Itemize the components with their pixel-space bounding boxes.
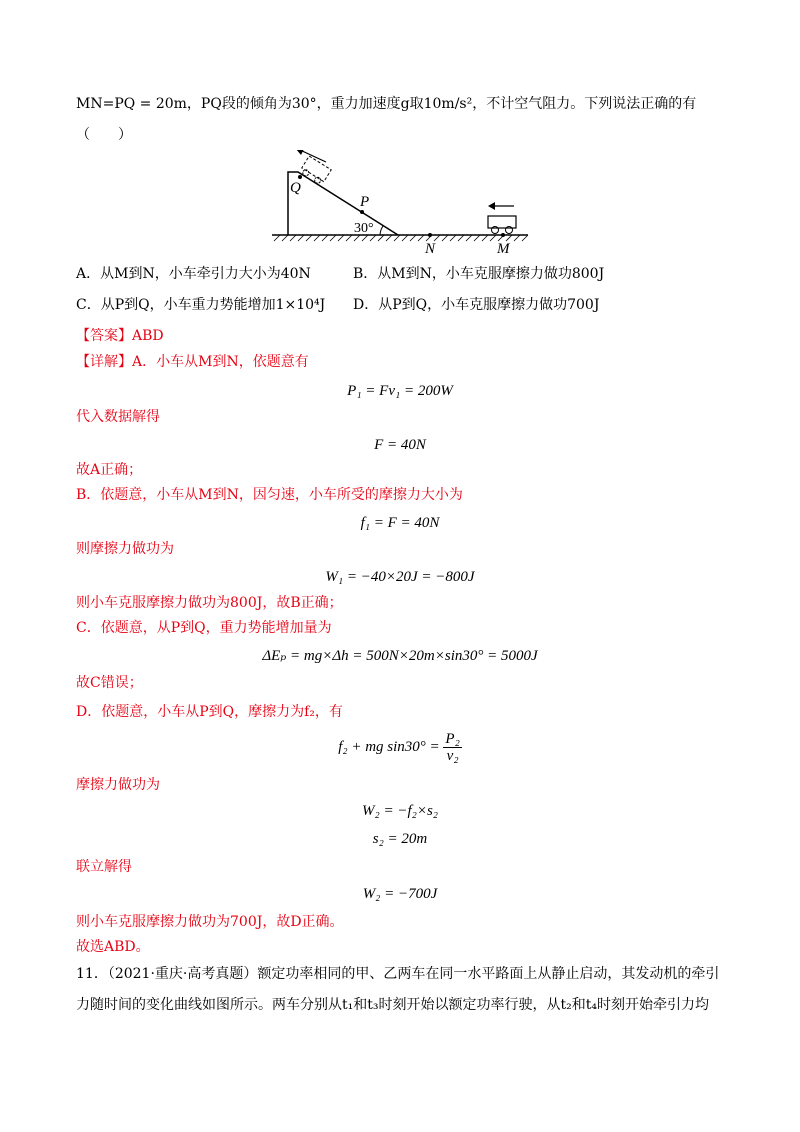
incline-arrow-icon [296,150,326,162]
equation-3: f₁ = F = 40N [360,515,440,531]
equation-9: W₂ = −700J [362,886,438,902]
label-N: N [425,241,436,257]
equation-4: W₁ = −40×20J = −800J [325,569,475,585]
next-question-line-1: 11．（2021·重庆·高考真题）额定功率相同的甲、乙两车在同一水平路面上从静止启动，其发动机的牵引 [76,966,720,982]
answer-label: 【答案】ABD [76,328,164,344]
B-work-text: 则摩擦力做功为 [76,541,174,557]
label-Q: Q [290,180,301,196]
equation-6-left: f₂ + mg sin30° = [338,739,440,755]
equation-1: P₁ = Fv₁ = 200W [347,383,453,399]
label-M: M [497,241,510,257]
incline-wedge [288,172,398,235]
conclusion-C: 故C错误； [76,675,143,691]
equation-6-denominator: v₂ [446,748,459,765]
incline-figure [270,150,530,260]
C-intro: C．依题意，从P到Q，重力势能增加量为 [76,620,332,636]
ground-hatching [274,235,528,241]
substitute-text-2: 联立解得 [76,859,132,875]
option-D: D．从P到Q，小车克服摩擦力做功700J [353,297,600,313]
D-intro: D．依题意，小车从P到Q，摩擦力为f₂，有 [76,704,343,720]
final-answer: 故选ABD。 [76,939,150,955]
equation-6-numerator: P₂ [445,731,460,748]
conclusion-B: 则小车克服摩擦力做功为800J，故B正确； [76,595,343,611]
equation-7: W₂ = −f₂×s₂ [361,803,438,819]
equation-8: s₂ = 20m [372,831,428,847]
ground-arrow-icon [488,202,514,210]
B-intro: B．依题意，小车从M到N，因匀速，小车所受的摩擦力大小为 [76,487,463,503]
label-P: P [360,194,370,210]
question-line-2: （ ） [76,127,132,143]
option-C: C．从P到Q，小车重力势能增加1×10⁴J [76,297,326,313]
equation-5: ΔEₚ = mg×Δh = 500N×20m×sin30° = 5000J [262,648,538,664]
option-A: A．从M到N，小车牵引力大小为40N [76,266,311,282]
label-angle: 30° [354,221,374,236]
substitute-text-1: 代入数据解得 [76,409,160,425]
conclusion-A: 故A正确； [76,462,143,478]
equation-6 [0,730,800,764]
question-line-1: MN=PQ = 20m，PQ段的倾角为30°，重力加速度g取10m/s²，不计空气阻力。下列说法正确的有 [76,96,697,112]
cart-on-ground [488,216,516,234]
equation-2: F = 40N [374,437,426,453]
next-question-line-2: 力随时间的变化曲线如图所示。两车分别从t₁和t₃时刻开始以额定功率行驶，从t₂和t₄时刻开始牵引力均 [76,997,709,1013]
option-B: B．从M到N，小车克服摩擦力做功800J [353,266,605,282]
detail-intro: 【详解】A．小车从M到N，依题意有 [76,354,309,370]
equation-6-fraction [443,731,461,764]
cart-on-incline [299,156,331,186]
conclusion-D: 则小车克服摩擦力做功为700J，故D正确。 [76,914,344,930]
D-work-text: 摩擦力做功为 [76,777,160,793]
